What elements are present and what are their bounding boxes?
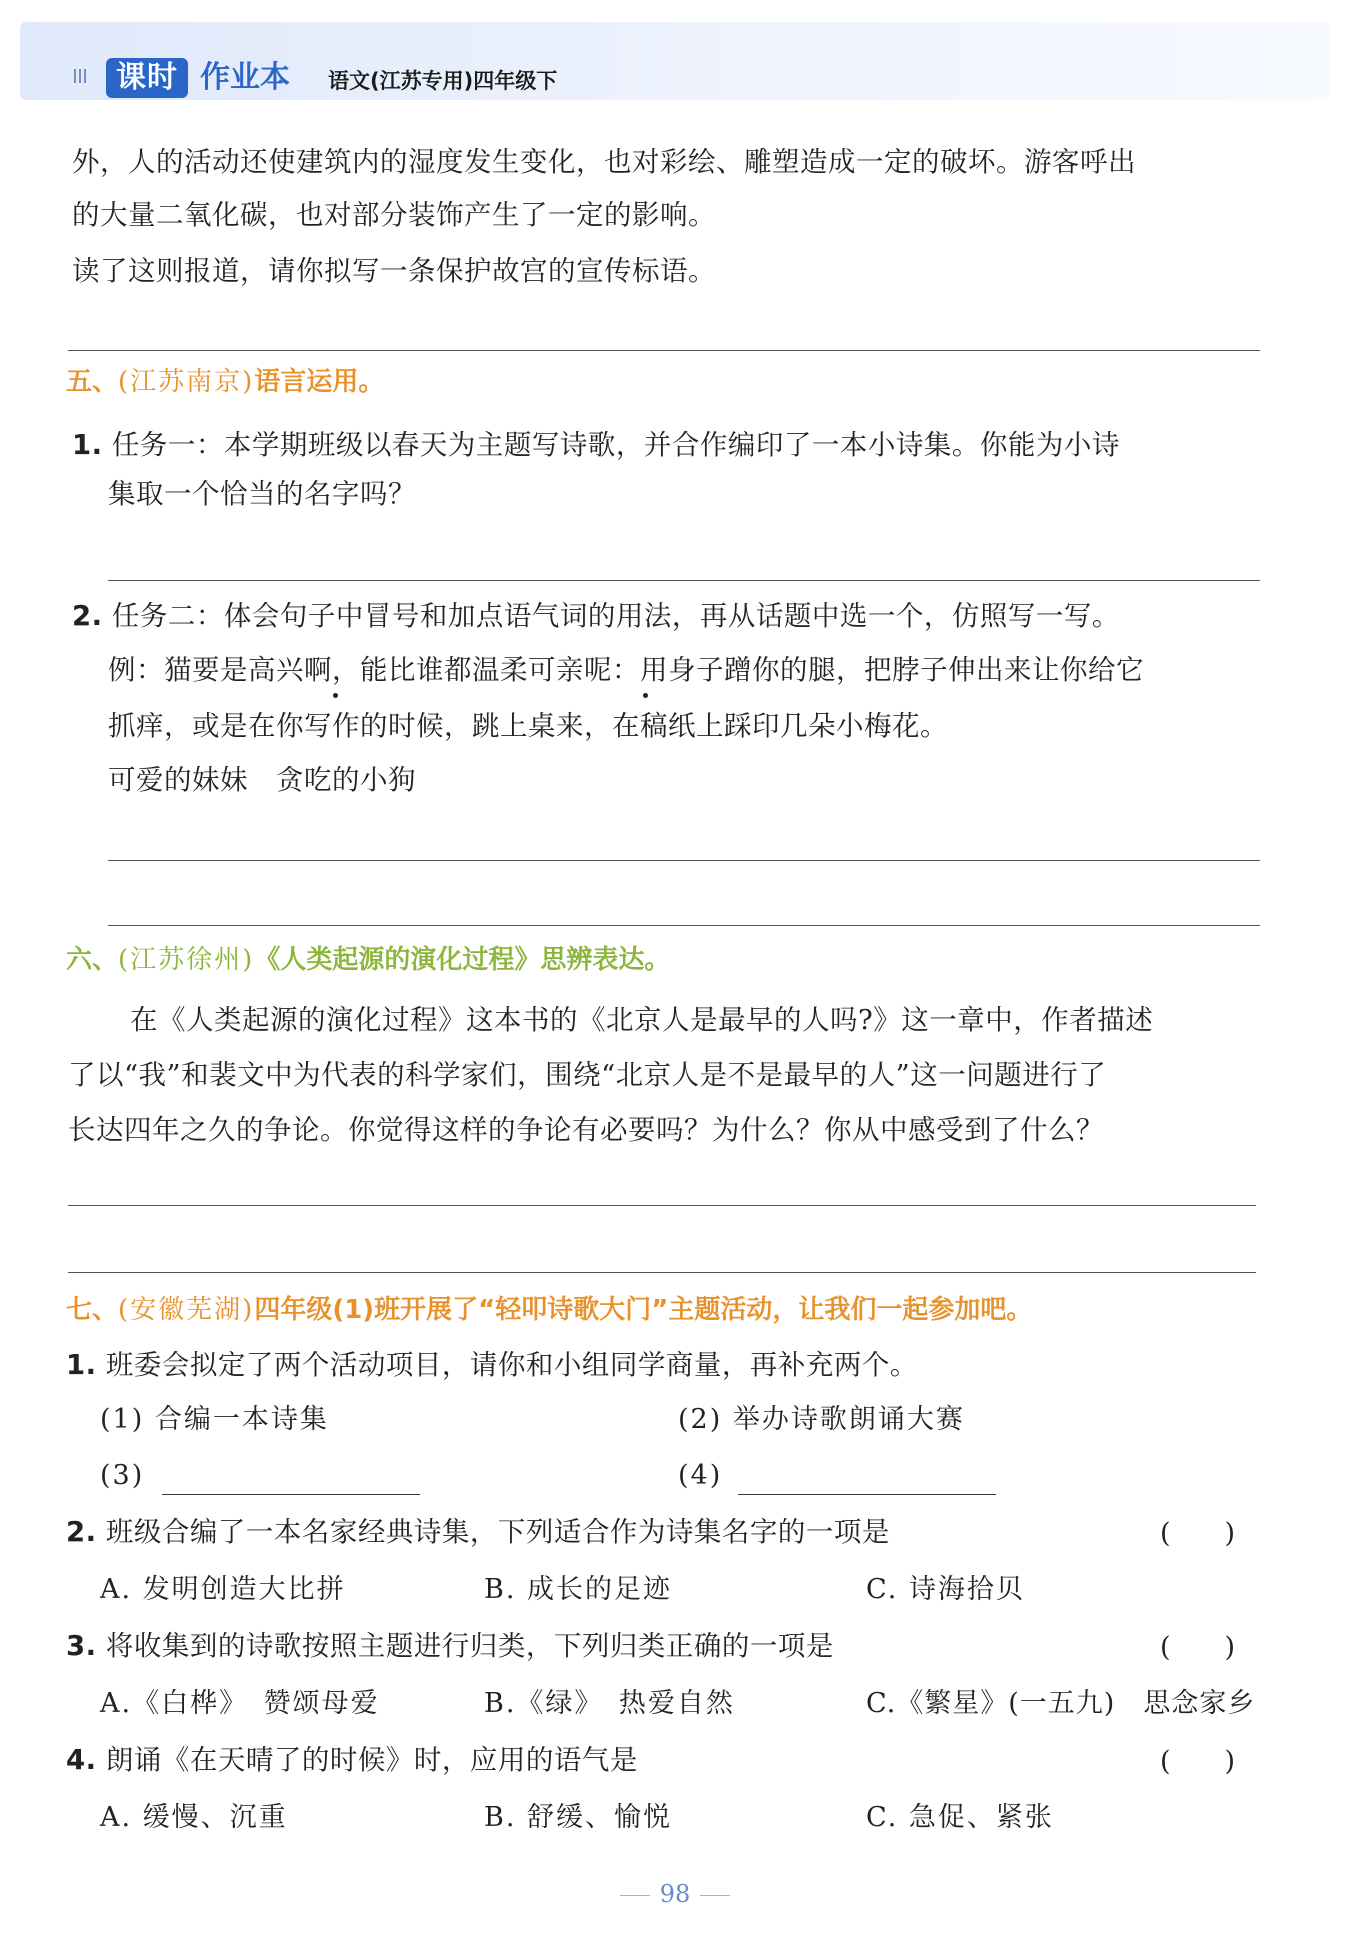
question-text: 集取一个恰当的名字吗？	[108, 478, 416, 510]
section-title: 四年级(1)班开展了“轻叩诗歌大门”主题活动，让我们一起参加吧。	[254, 1295, 1033, 1325]
question-number: 1.	[72, 429, 103, 461]
section-5-heading	[66, 362, 384, 402]
section-number: 五、	[66, 367, 119, 397]
answer-line[interactable]	[108, 860, 1260, 861]
answer-parentheses[interactable]: ( )	[1160, 1746, 1236, 1777]
question-2	[66, 1512, 890, 1552]
header-decoration	[74, 68, 104, 88]
example-line: 抓痒，或是在你写作的时候，跳上桌来，在稿纸上踩印几朵小梅花。	[108, 710, 948, 742]
question-text: 任务一：本学期班级以春天为主题写诗歌，并合作编印了一本小诗集。你能为小诗	[111, 429, 1120, 461]
question-number: 4.	[66, 1744, 97, 1776]
question-text: 任务二：体会句子中冒号和加点语气词的用法，再从话题中选一个，仿照写一写。	[111, 600, 1120, 632]
activity-item: (4)	[678, 1460, 723, 1491]
intro-line: 读了这则报道，请你拟写一条保护故宫的宣传标语。	[72, 255, 716, 287]
question-4	[66, 1740, 638, 1780]
section-6-heading	[66, 940, 670, 980]
section-source: (江苏南京)	[118, 367, 255, 397]
page-number: 98	[659, 1880, 691, 1908]
fill-in-blank[interactable]	[738, 1494, 996, 1495]
question-number: 2.	[66, 1516, 97, 1548]
emphasis-dot	[333, 693, 338, 698]
question-text: 朗诵《在天晴了的时候》时，应用的语气是	[105, 1744, 638, 1776]
intro-line: 外，人的活动还使建筑内的湿度发生变化，也对彩绘、雕塑造成一定的破坏。游客呼出	[72, 146, 1136, 178]
answer-line[interactable]	[108, 925, 1260, 926]
question-1	[66, 1345, 918, 1385]
subject-title: 语文(江苏专用)四年级下	[328, 69, 558, 93]
option-a[interactable]: A.《白桦》 赞颂母爱	[100, 1688, 380, 1719]
answer-line[interactable]	[68, 350, 1260, 351]
brand-logo: 课时	[106, 58, 188, 98]
option-b[interactable]: B. 成长的足迹	[484, 1574, 673, 1605]
option-c[interactable]: C. 诗海拾贝	[866, 1574, 1025, 1605]
option-b[interactable]: B. 舒缓、愉悦	[484, 1802, 673, 1833]
intro-line: 的大量二氧化碳，也对部分装饰产生了一定的影响。	[72, 199, 716, 231]
footer-dash	[700, 1895, 730, 1896]
answer-line[interactable]	[108, 580, 1260, 581]
section-7-heading	[66, 1290, 1032, 1330]
question-1	[72, 425, 1120, 465]
footer-dash	[620, 1895, 650, 1896]
question-3	[66, 1626, 834, 1666]
section-title: 《人类起源的演化过程》思辨表达。	[254, 945, 671, 975]
answer-line[interactable]	[68, 1205, 1256, 1206]
question-number: 1.	[66, 1349, 97, 1381]
answer-parentheses[interactable]: ( )	[1160, 1632, 1236, 1663]
question-text: 班级合编了一本名家经典诗集，下列适合作为诗集名字的一项是	[105, 1516, 890, 1548]
fill-in-blank[interactable]	[162, 1494, 420, 1495]
option-c[interactable]: C.《繁星》(一五九) 思念家乡	[866, 1688, 1256, 1719]
option-b[interactable]: B.《绿》 热爱自然	[484, 1688, 735, 1719]
section-source: (江苏徐州)	[118, 945, 255, 975]
answer-line[interactable]	[68, 1272, 1256, 1273]
paragraph-line: 长达四年之久的争论。你觉得这样的争论有必要吗？为什么？你从中感受到了什么？	[68, 1114, 1104, 1146]
paragraph-line: 了以“我”和裴文中为代表的科学家们，围绕“北京人是不是最早的人”这一问题进行了	[68, 1059, 1107, 1091]
option-a[interactable]: A. 缓慢、沉重	[100, 1802, 288, 1833]
option-c[interactable]: C. 急促、紧张	[866, 1802, 1054, 1833]
question-number: 2.	[72, 600, 103, 632]
section-title: 语言运用。	[254, 367, 385, 397]
section-number: 七、	[66, 1295, 119, 1325]
activity-item: (1) 合编一本诗集	[100, 1404, 329, 1435]
section-source: (安徽芜湖)	[118, 1295, 255, 1325]
answer-parentheses[interactable]: ( )	[1160, 1518, 1236, 1549]
page-footer	[0, 1880, 1350, 1908]
brand-name: 作业本	[200, 60, 290, 95]
section-number: 六、	[66, 945, 119, 975]
question-text: 班委会拟定了两个活动项目，请你和小组同学商量，再补充两个。	[105, 1349, 918, 1381]
option-a[interactable]: A. 发明创造大比拼	[100, 1574, 346, 1605]
example-line: 例：猫要是高兴啊，能比谁都温柔可亲呢：用身子蹭你的腿，把脖子伸出来让你给它	[108, 654, 1144, 686]
activity-item: (3)	[100, 1460, 145, 1491]
emphasis-dot	[643, 693, 648, 698]
topic-options: 可爱的妹妹 贪吃的小狗	[108, 764, 416, 796]
question-text: 将收集到的诗歌按照主题进行归类，下列归类正确的一项是	[105, 1630, 834, 1662]
paragraph-line: 在《人类起源的演化过程》这本书的《北京人是最早的人吗?》这一章中，作者描述	[130, 1004, 1154, 1036]
question-2	[72, 596, 1120, 636]
question-number: 3.	[66, 1630, 97, 1662]
activity-item: (2) 举办诗歌朗诵大赛	[678, 1404, 965, 1435]
